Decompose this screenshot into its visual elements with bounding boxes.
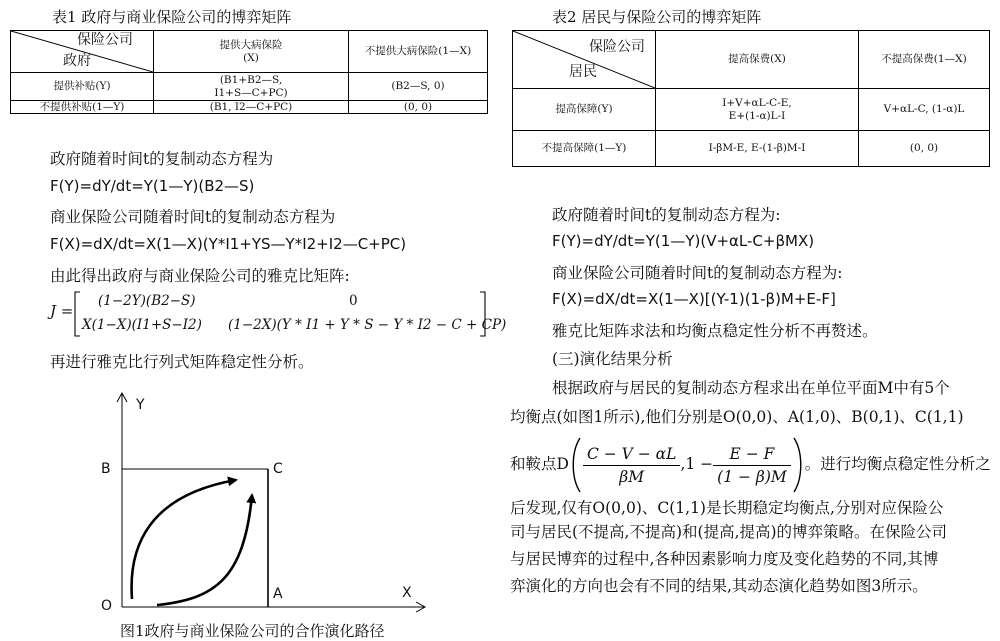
fraction-2-numerator: E − F [713, 445, 791, 466]
figure1-diagram [95, 385, 435, 615]
paragraph-line: 弈演化的方向也会有不同的结果,其动态演化趋势如图3所示。 [510, 577, 928, 595]
jacobian-r2c1: X(1−X)(I1+S−I2) [82, 317, 202, 333]
table2-corner-top: 保险公司 [589, 39, 645, 55]
paragraph: 由此得出政府与商业保险公司的雅克比矩阵: [50, 267, 350, 285]
left-paren [569, 436, 583, 494]
table1-corner-cell [11, 31, 154, 73]
paragraph: 再进行雅克比行列式矩阵稳定性分析。 [50, 353, 314, 371]
origin-label: O [101, 598, 113, 614]
fraction-1-denominator: βM [619, 467, 645, 486]
paragraph: 政府随着时间t的复制动态方程为 [50, 150, 274, 168]
point-c-label: C [273, 461, 283, 477]
table1-corner-top: 保险公司 [77, 32, 133, 48]
table2-row-label: 提高保障(Y) [513, 89, 656, 131]
table2-col-header: 不提高保费(1—X) [859, 31, 990, 89]
table1-caption: 表1 政府与商业保险公司的博弈矩阵 [52, 8, 292, 26]
paragraph-line: 与居民博弈的过程中,各种因素影响力度及变化趋势的不同,其博 [510, 550, 939, 568]
paragraph: 商业保险公司随着时间t的复制动态方程为: [552, 264, 843, 282]
equation: F(Y)=dY/dt=Y(1—Y)(B2—S) [50, 177, 255, 195]
paragraph-text: 和鞍点D [510, 455, 569, 474]
paragraph-line: 均衡点(如图1所示),他们分别是O(0,0)、A(1,0)、B(0,1)、C(1,1) [510, 408, 964, 426]
table1-col-header: 提供大病保险 (X) [154, 31, 349, 73]
paragraph-line: 司与居民(不提高,不提高)和(提高,提高)的博弈策略。在保险公司 [510, 523, 948, 541]
table1-row-label: 不提供补贴(1—Y) [11, 101, 154, 114]
evolution-path-lower [157, 495, 252, 605]
table2 [512, 30, 990, 167]
table2-caption: 表2 居民与保险公司的博弈矩阵 [552, 8, 762, 26]
y-axis-label: Y [136, 397, 145, 413]
equation: F(X)=dX/dt=X(1—X)[(Y-1)(1-β)M+E-F] [552, 290, 836, 308]
table1-corner-bottom: 政府 [63, 53, 91, 69]
equation: F(Y)=dY/dt=Y(1—Y)(V+αL-C+βMX) [552, 232, 815, 250]
table2-cell: V+αL-C, (1-α)L [859, 89, 990, 131]
table2-corner-cell [513, 31, 656, 89]
figure1-caption: 图1政府与商业保险公司的合作演化路径 [120, 622, 385, 640]
table1-cell: (B1, I2—C+PC) [154, 101, 349, 114]
paragraph-line: 后发现,仅有O(0,0)、C(1,1)是长期稳定均衡点,分别对应保险公 [510, 499, 944, 517]
jacobian-r1c1: (1−2Y)(B2−S) [98, 293, 196, 309]
saddle-point-line [510, 436, 991, 494]
table1-row-label: 提供补贴(Y) [11, 73, 154, 101]
table1-cell: (0, 0) [349, 101, 488, 114]
point-b-label: B [101, 461, 111, 477]
table1-cell: (B1+B2—S, I1+S—C+PC) [154, 73, 349, 101]
table2-cell: I-βM-E, E-(1-β)M-I [656, 131, 859, 167]
fraction-separator: ,1 − [680, 455, 714, 474]
table2-cell: I+V+αL-C-E, E+(1-α)L-I [656, 89, 859, 131]
equation: F(X)=dX/dt=X(1—X)(Y*I1+YS—Y*I2+I2—C+PC) [50, 235, 407, 253]
paragraph: 雅克比矩阵求法和均衡点稳定性分析不再赘述。 [552, 322, 878, 340]
table1-cell: (B2—S, 0) [349, 73, 488, 101]
paragraph: 政府随着时间t的复制动态方程为: [552, 206, 781, 224]
fraction-1-numerator: C − V − αL [583, 445, 681, 466]
fraction-2 [713, 445, 791, 486]
fraction-2-denominator: (1 − β)M [717, 467, 787, 486]
jacobian-r2c2: (1−2X)(Y * I1 + Y * S − Y * I2 − C + CP) [228, 317, 507, 333]
table2-col-header: 提高保费(X) [656, 31, 859, 89]
x-axis-label: X [402, 585, 412, 601]
section-heading: (三)演化结果分析 [552, 350, 673, 368]
table1-col-header: 不提供大病保险(1—X) [349, 31, 488, 73]
table1 [10, 30, 488, 114]
jacobian-lhs: J = [50, 302, 74, 320]
paragraph: 商业保险公司随着时间t的复制动态方程为 [50, 208, 336, 226]
point-a-label: A [273, 586, 283, 602]
table2-row-label: 不提高保障(1—Y) [513, 131, 656, 167]
right-paren [791, 436, 805, 494]
table2-cell: (0, 0) [859, 131, 990, 167]
jacobian-r1c2: 0 [349, 293, 358, 309]
paragraph-text: 。进行均衡点稳定性分析之 [804, 455, 991, 474]
paragraph-line: 根据政府与居民的复制动态方程求出在单位平面M中有5个 [552, 379, 950, 397]
fraction-1 [583, 445, 681, 486]
table2-corner-bottom: 居民 [569, 64, 597, 80]
